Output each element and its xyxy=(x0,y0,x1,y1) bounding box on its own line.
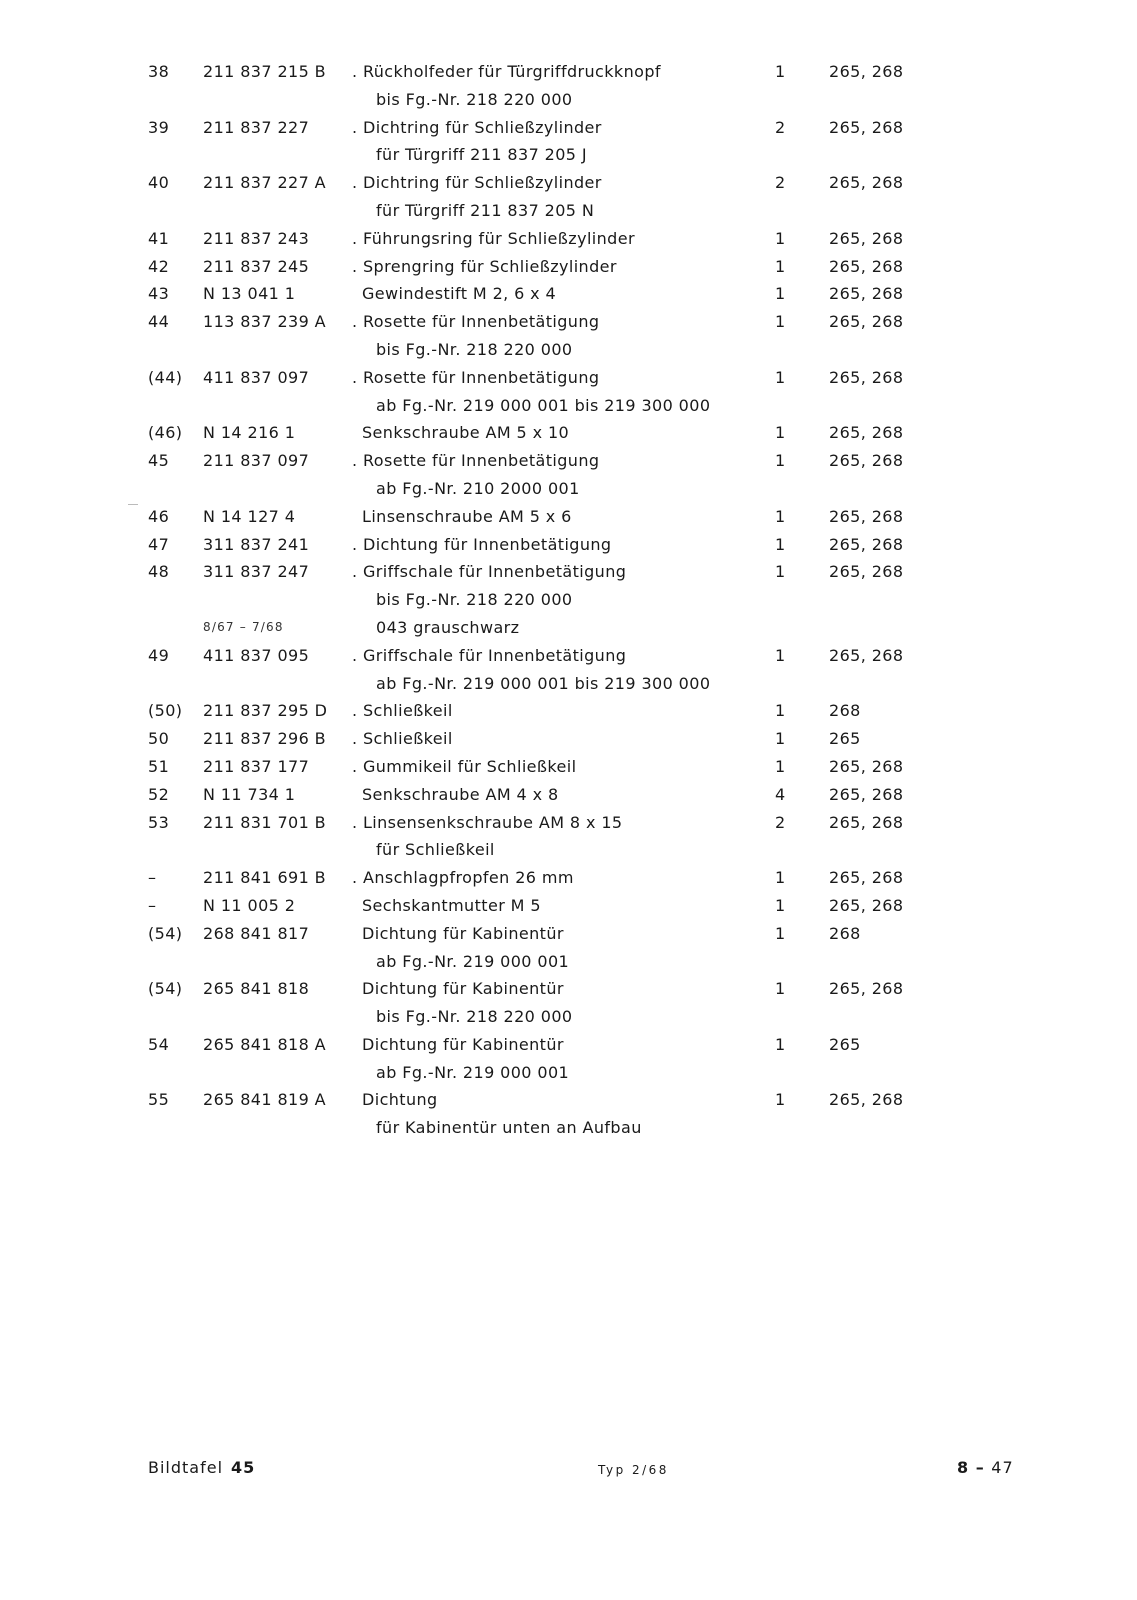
quantity: 1 xyxy=(775,979,786,999)
part-continuation-row xyxy=(0,336,1137,364)
part-description: . Rückholfeder für Türgriffdruckknopf xyxy=(352,62,661,81)
position-number: 50 xyxy=(148,729,170,749)
part-number: 211 837 227 xyxy=(203,117,310,137)
vehicle-type: 265, 268 xyxy=(829,534,904,554)
vehicle-type: 265, 268 xyxy=(829,784,904,804)
part-row xyxy=(0,920,1137,948)
part-description: Dichtung für Kabinentür xyxy=(362,979,564,999)
position-number: 53 xyxy=(148,812,170,832)
quantity: 1 xyxy=(775,256,786,276)
footer-plate-word: Bildtafel xyxy=(148,1458,224,1477)
footer-type-date: Typ 2/68 xyxy=(598,1463,669,1477)
part-number: 211 837 243 xyxy=(203,228,310,248)
quantity: 1 xyxy=(775,756,786,776)
position-number: – xyxy=(148,895,157,915)
part-number: 211 837 295 D xyxy=(203,701,328,721)
vehicle-type: 265, 268 xyxy=(829,756,904,776)
position-number: 39 xyxy=(148,117,170,137)
position-number: 41 xyxy=(148,228,170,248)
vehicle-type: 265, 268 xyxy=(829,812,904,832)
footer-page-number: 8 – 47 xyxy=(957,1458,1014,1477)
part-number: 265 841 818 xyxy=(203,979,310,999)
part-number: N 14 216 1 xyxy=(203,423,296,443)
part-description: Dichtung xyxy=(362,1090,438,1110)
quantity: 1 xyxy=(775,729,786,749)
part-number: N 11 005 2 xyxy=(203,895,296,915)
part-description: . Rosette für Innenbetätigung xyxy=(352,312,600,332)
part-description: Dichtung für Kabinentür xyxy=(362,923,564,943)
vehicle-type: 265, 268 xyxy=(829,506,904,526)
part-number: 268 841 817 xyxy=(203,923,310,943)
part-row xyxy=(0,809,1137,837)
footer-page: 47 xyxy=(991,1458,1014,1477)
part-continuation-row xyxy=(0,614,1137,642)
part-description: . Anschlagpfropfen 26 mm xyxy=(352,868,574,888)
part-description: . Sprengring für Schließzylinder xyxy=(352,256,617,276)
quantity: 1 xyxy=(775,451,786,471)
position-number: 42 xyxy=(148,256,170,276)
position-number: 48 xyxy=(148,562,170,582)
part-description: Senkschraube AM 4 x 8 xyxy=(362,784,559,804)
part-description: ab Fg.-Nr. 219 000 001 xyxy=(376,951,570,971)
part-continuation-row xyxy=(0,392,1137,420)
part-row xyxy=(0,447,1137,475)
part-row xyxy=(0,531,1137,559)
quantity: 1 xyxy=(775,1034,786,1054)
part-description: . Dichtung für Innenbetätigung xyxy=(352,534,612,554)
position-number: 54 xyxy=(148,1034,170,1054)
quantity: 1 xyxy=(775,562,786,582)
part-continuation-row xyxy=(0,586,1137,614)
quantity: 2 xyxy=(775,173,786,193)
part-number: 311 837 241 xyxy=(203,534,310,554)
position-number: 55 xyxy=(148,1090,170,1110)
position-number: 49 xyxy=(148,645,170,665)
position-number: (54) xyxy=(148,979,183,999)
part-description: Dichtung für Kabinentür xyxy=(362,1034,564,1054)
part-description: Sechskantmutter M 5 xyxy=(362,895,541,915)
vehicle-type: 265, 268 xyxy=(829,562,904,582)
vehicle-type: 265, 268 xyxy=(829,256,904,276)
part-description: für Kabinentür unten an Aufbau xyxy=(376,1118,642,1138)
vehicle-type: 265, 268 xyxy=(829,451,904,471)
vehicle-type: 265, 268 xyxy=(829,367,904,387)
part-number: 113 837 239 A xyxy=(203,312,327,332)
part-description: . Schließkeil xyxy=(352,729,453,749)
part-row xyxy=(0,169,1137,197)
part-row xyxy=(0,308,1137,336)
part-number: N 11 734 1 xyxy=(203,784,296,804)
part-row xyxy=(0,864,1137,892)
part-row xyxy=(0,225,1137,253)
quantity: 1 xyxy=(775,423,786,443)
part-description: bis Fg.-Nr. 218 220 000 xyxy=(376,1007,573,1027)
vehicle-type: 265, 268 xyxy=(829,979,904,999)
part-number: 265 841 819 A xyxy=(203,1090,327,1110)
part-continuation-row xyxy=(0,1003,1137,1031)
part-row xyxy=(0,58,1137,86)
part-description: bis Fg.-Nr. 218 220 000 xyxy=(376,339,573,359)
vehicle-type: 265, 268 xyxy=(829,868,904,888)
part-description: . Gummikeil für Schließkeil xyxy=(352,756,577,776)
vehicle-type: 268 xyxy=(829,923,861,943)
quantity: 1 xyxy=(775,534,786,554)
part-description: . Griffschale für Innenbetätigung xyxy=(352,645,627,665)
part-description: 043 grauschwarz xyxy=(376,617,520,637)
vehicle-type: 265, 268 xyxy=(829,284,904,304)
vehicle-type: 268 xyxy=(829,701,861,721)
vehicle-type: 265, 268 xyxy=(829,62,904,81)
part-description: ab Fg.-Nr. 219 000 001 bis 219 300 000 xyxy=(376,673,711,693)
position-number: 40 xyxy=(148,173,170,193)
position-number: (44) xyxy=(148,367,183,387)
part-continuation-row xyxy=(0,1114,1137,1142)
vehicle-type: 265, 268 xyxy=(829,228,904,248)
part-row xyxy=(0,253,1137,281)
part-row xyxy=(0,114,1137,142)
part-description: . Schließkeil xyxy=(352,701,453,721)
part-row xyxy=(0,364,1137,392)
part-description: bis Fg.-Nr. 218 220 000 xyxy=(376,590,573,610)
part-number: 211 837 296 B xyxy=(203,729,327,749)
vehicle-type: 265, 268 xyxy=(829,1090,904,1110)
part-description: ab Fg.-Nr. 219 000 001 bis 219 300 000 xyxy=(376,395,711,415)
part-number: 265 841 818 A xyxy=(203,1034,327,1054)
part-description: . Rosette für Innenbetätigung xyxy=(352,451,600,471)
footer-section: 8 xyxy=(957,1458,970,1477)
part-number: 211 841 691 B xyxy=(203,868,327,888)
part-description: ab Fg.-Nr. 219 000 001 xyxy=(376,1062,570,1082)
vehicle-type: 265, 268 xyxy=(829,645,904,665)
part-description: . Griffschale für Innenbetätigung xyxy=(352,562,627,582)
part-description: Senkschraube AM 5 x 10 xyxy=(362,423,570,443)
part-description: ab Fg.-Nr. 210 2000 001 xyxy=(376,478,580,498)
vehicle-type: 265, 268 xyxy=(829,173,904,193)
position-number: (46) xyxy=(148,423,183,443)
part-row xyxy=(0,558,1137,586)
quantity: 2 xyxy=(775,812,786,832)
vehicle-type: 265 xyxy=(829,729,861,749)
footer-plate-number: 45 xyxy=(231,1458,256,1477)
quantity: 1 xyxy=(775,895,786,915)
part-row xyxy=(0,892,1137,920)
part-description: für Schließkeil xyxy=(376,840,495,860)
part-continuation-row xyxy=(0,1059,1137,1087)
part-description: . Linsensenkschraube AM 8 x 15 xyxy=(352,812,623,832)
position-number: – xyxy=(148,868,157,888)
position-number: 52 xyxy=(148,784,170,804)
part-description: . Dichtring für Schließzylinder xyxy=(352,173,602,193)
part-continuation-row xyxy=(0,670,1137,698)
part-row xyxy=(0,419,1137,447)
part-number: 211 831 701 B xyxy=(203,812,327,832)
position-number: 47 xyxy=(148,534,170,554)
part-description: bis Fg.-Nr. 218 220 000 xyxy=(376,89,573,109)
margin-mark xyxy=(128,504,138,505)
vehicle-type: 265, 268 xyxy=(829,312,904,332)
quantity: 1 xyxy=(775,367,786,387)
part-row xyxy=(0,642,1137,670)
part-continuation-row xyxy=(0,197,1137,225)
parts-list xyxy=(0,58,1137,1142)
quantity: 1 xyxy=(775,506,786,526)
quantity: 1 xyxy=(775,701,786,721)
part-number: N 13 041 1 xyxy=(203,284,296,304)
quantity: 1 xyxy=(775,1090,786,1110)
part-continuation-row xyxy=(0,948,1137,976)
quantity: 1 xyxy=(775,645,786,665)
part-row xyxy=(0,1031,1137,1059)
part-description: für Türgriff 211 837 205 N xyxy=(376,200,595,220)
vehicle-type: 265, 268 xyxy=(829,117,904,137)
part-row xyxy=(0,280,1137,308)
position-number: (54) xyxy=(148,923,183,943)
part-row xyxy=(0,1086,1137,1114)
part-number: 411 837 095 xyxy=(203,645,310,665)
part-row xyxy=(0,697,1137,725)
part-description: . Rosette für Innenbetätigung xyxy=(352,367,600,387)
quantity: 1 xyxy=(775,228,786,248)
part-row xyxy=(0,503,1137,531)
part-description: Linsenschraube AM 5 x 6 xyxy=(362,506,572,526)
part-number: 211 837 245 xyxy=(203,256,310,276)
quantity: 1 xyxy=(775,312,786,332)
part-continuation-row xyxy=(0,86,1137,114)
part-description: . Führungsring für Schließzylinder xyxy=(352,228,635,248)
part-continuation-row xyxy=(0,141,1137,169)
part-description: für Türgriff 211 837 205 J xyxy=(376,145,587,165)
part-number: 211 837 097 xyxy=(203,451,310,471)
part-number: 311 837 247 xyxy=(203,562,310,582)
part-description: . Dichtring für Schließzylinder xyxy=(352,117,602,137)
part-description: Gewindestift M 2, 6 x 4 xyxy=(362,284,557,304)
vehicle-type: 265, 268 xyxy=(829,895,904,915)
part-row xyxy=(0,975,1137,1003)
part-continuation-row xyxy=(0,475,1137,503)
footer-plate-label xyxy=(148,1458,255,1477)
quantity: 2 xyxy=(775,117,786,137)
vehicle-type: 265 xyxy=(829,1034,861,1054)
position-number: 38 xyxy=(148,62,170,81)
part-row xyxy=(0,725,1137,753)
quantity: 4 xyxy=(775,784,786,804)
part-row xyxy=(0,781,1137,809)
part-number: N 14 127 4 xyxy=(203,506,296,526)
quantity: 1 xyxy=(775,868,786,888)
position-number: 44 xyxy=(148,312,170,332)
position-number: (50) xyxy=(148,701,183,721)
quantity: 1 xyxy=(775,923,786,943)
position-number: 43 xyxy=(148,284,170,304)
part-continuation-row xyxy=(0,836,1137,864)
position-number: 46 xyxy=(148,506,170,526)
part-number: 411 837 097 xyxy=(203,367,310,387)
part-number: 211 837 215 B xyxy=(203,62,327,81)
position-number: 51 xyxy=(148,756,170,776)
position-number: 45 xyxy=(148,451,170,471)
quantity: 1 xyxy=(775,62,786,81)
part-row xyxy=(0,753,1137,781)
part-number: 211 837 227 A xyxy=(203,173,327,193)
date-note: 8/67 – 7/68 xyxy=(203,619,284,634)
vehicle-type: 265, 268 xyxy=(829,423,904,443)
part-number: 211 837 177 xyxy=(203,756,310,776)
quantity: 1 xyxy=(775,284,786,304)
